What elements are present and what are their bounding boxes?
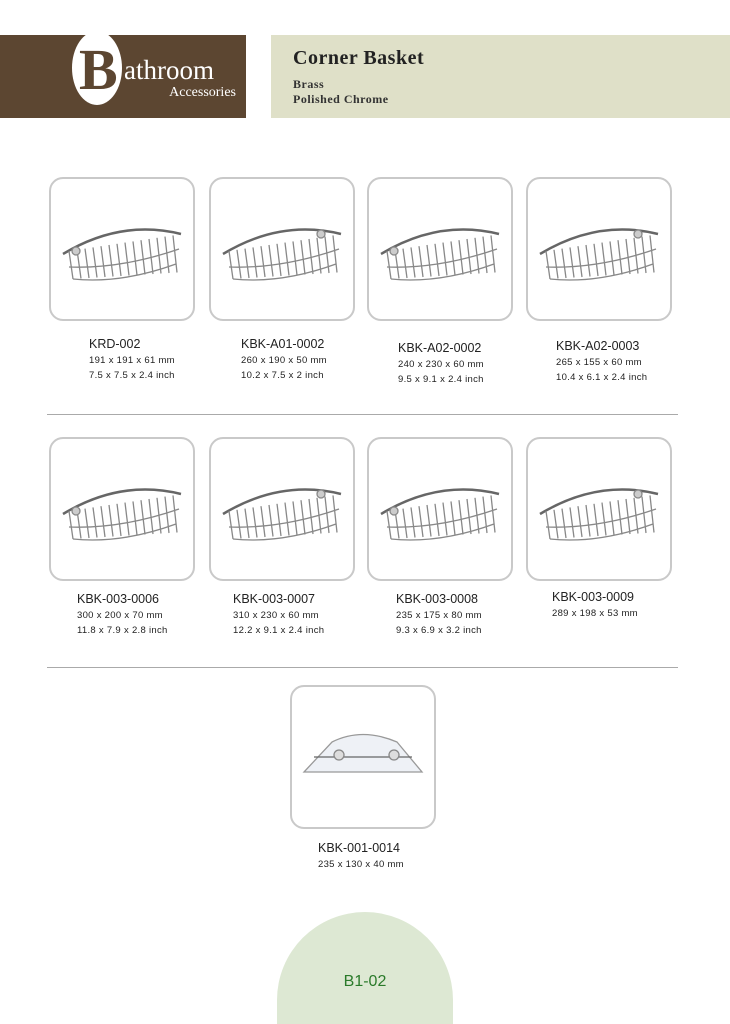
product-image-card [209, 177, 355, 321]
page-number-badge [277, 912, 453, 1024]
product-size-mm: 300 x 200 x 70 mm [77, 610, 163, 621]
product-code: KBK-003-0007 [233, 592, 316, 606]
brand-logo [0, 35, 246, 118]
product-size-inch: 10.2 x 7.5 x 2 inch [241, 370, 324, 381]
product-size-mm: 310 x 230 x 60 mm [233, 610, 319, 621]
corner-basket-image [51, 179, 193, 319]
product-caption [77, 591, 168, 638]
corner-basket-image [211, 439, 353, 579]
page-number: B1-02 [343, 973, 387, 990]
corner-basket-image [528, 179, 670, 319]
product-code: KRD-002 [89, 337, 141, 351]
product-code: KBK-A02-0002 [398, 341, 482, 355]
product-code: KBK-001-0014 [318, 841, 401, 855]
divider [47, 667, 678, 668]
product-size-inch: 10.4 x 6.1 x 2.4 inch [556, 372, 648, 383]
logo-letter: B [79, 37, 118, 102]
product-image-card [367, 437, 513, 581]
product-caption [241, 336, 327, 383]
product-size-inch: 12.2 x 9.1 x 2.4 inch [233, 625, 325, 636]
corner-basket-image [528, 439, 670, 579]
product-size-mm: 235 x 175 x 80 mm [396, 610, 482, 621]
product-code: KBK-003-0008 [396, 592, 479, 606]
corner-basket-image [369, 439, 511, 579]
title-box [271, 35, 730, 118]
product-code: KBK-A01-0002 [241, 337, 325, 351]
product-caption [318, 840, 404, 872]
product-size-inch: 9.3 x 6.9 x 3.2 inch [396, 625, 482, 636]
product-image-card [290, 685, 436, 829]
product-image-card [49, 177, 195, 321]
product-size-mm: 191 x 191 x 61 mm [89, 355, 175, 366]
product-size-mm: 289 x 198 x 53 mm [552, 608, 638, 619]
product-size-mm: 260 x 190 x 50 mm [241, 355, 327, 366]
product-caption [552, 589, 638, 621]
corner-basket-image [51, 439, 193, 579]
product-size-inch: 7.5 x 7.5 x 2.4 inch [89, 370, 175, 381]
product-image-card [209, 437, 355, 581]
finish-label: Polished Chrome [293, 92, 389, 106]
corner-basket-image [211, 179, 353, 319]
logo-word: athroom [124, 55, 214, 85]
product-code: KBK-003-0009 [552, 590, 635, 604]
product-size-inch: 9.5 x 9.1 x 2.4 inch [398, 374, 484, 385]
material-label: Brass [293, 77, 325, 91]
product-size-mm: 240 x 230 x 60 mm [398, 359, 484, 370]
product-caption [398, 340, 484, 387]
product-caption [396, 591, 482, 638]
product-image-card [367, 177, 513, 321]
product-caption [556, 338, 647, 385]
product-image-card [49, 437, 195, 581]
corner-basket-image [369, 179, 511, 319]
page-title: Corner Basket [293, 47, 425, 69]
corner-basket-image [292, 687, 434, 827]
product-image-card [526, 177, 672, 321]
divider [47, 414, 678, 415]
product-code: KBK-A02-0003 [556, 339, 640, 353]
product-caption [233, 591, 324, 638]
product-size-mm: 265 x 155 x 60 mm [556, 357, 642, 368]
product-image-card [526, 437, 672, 581]
product-size-inch: 11.8 x 7.9 x 2.8 inch [77, 625, 168, 636]
product-size-mm: 235 x 130 x 40 mm [318, 859, 404, 870]
product-caption [89, 336, 175, 383]
logo-subtitle: Accessories [169, 85, 236, 100]
product-code: KBK-003-0006 [77, 592, 160, 606]
